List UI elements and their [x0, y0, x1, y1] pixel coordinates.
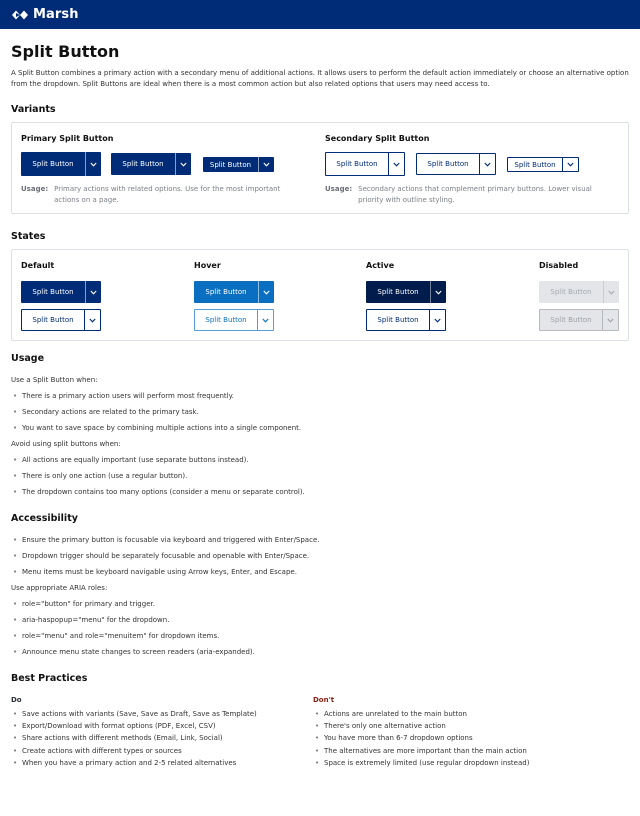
split-button-trigger[interactable] [84, 310, 100, 330]
split-button-trigger[interactable] [429, 310, 445, 330]
chevron-down-icon [393, 162, 400, 167]
dont-list [313, 710, 529, 771]
hover-primary-split-button [194, 281, 274, 303]
list-item: • Export/Download with format options (PDF, Excel, CSV) [11, 722, 257, 734]
primary-split-button-large [21, 152, 101, 176]
state-active-title: Active [366, 261, 395, 270]
default-primary-split-button [21, 281, 101, 303]
chevron-down-icon [435, 290, 442, 295]
secondary-split-button-small [507, 157, 579, 172]
disabled-secondary-split-button [539, 309, 619, 331]
split-button-main[interactable]: Split Button [22, 310, 84, 330]
accessibility-heading: Accessibility [11, 513, 78, 524]
split-button-trigger[interactable] [430, 281, 446, 303]
split-button-main[interactable]: Split Button [195, 310, 257, 330]
split-button-main[interactable]: Split Button [194, 281, 258, 303]
chevron-down-icon [607, 318, 614, 323]
do-list [11, 710, 257, 771]
disabled-primary-split-button [539, 281, 619, 303]
split-button-trigger [602, 310, 618, 330]
list-item: • There is only one action (use a regular button). [11, 472, 305, 488]
usage-list [11, 392, 301, 440]
list-item: • Menu items must be keyboard navigable using Arrow keys, Enter, and Escape. [11, 568, 319, 584]
hover-secondary-split-button [194, 309, 274, 331]
primary-variant-title: Primary Split Button [21, 134, 114, 143]
list-item: • Save actions with variants (Save, Save as Draft, Save as Template) [11, 710, 257, 722]
chevron-down-icon [90, 290, 97, 295]
split-button-main: Split Button [539, 281, 603, 303]
chevron-down-icon [180, 162, 187, 167]
split-button-trigger [603, 281, 619, 303]
chevron-down-icon [262, 318, 269, 323]
list-item: • Ensure the primary button is focusable via keyboard and triggered with Enter/Space. [11, 536, 319, 552]
usage-label: Usage: [21, 185, 49, 193]
split-button-main[interactable]: Split Button [111, 153, 175, 175]
split-button-main: Split Button [540, 310, 602, 330]
list-item: • Share actions with different methods (Email, Link, Social) [11, 734, 257, 746]
list-item: • You have more than 6-7 dropdown options [313, 734, 529, 746]
split-button-trigger[interactable] [479, 154, 495, 174]
chevron-down-icon [89, 318, 96, 323]
list-item: • Create actions with different types or sources [11, 747, 257, 759]
state-hover-title: Hover [194, 261, 221, 270]
split-button-trigger[interactable] [562, 158, 578, 171]
aria-list [11, 600, 255, 664]
list-item: • There's only one alternative action [313, 722, 529, 734]
split-button-main[interactable]: Split Button [326, 153, 388, 175]
secondary-usage-note [325, 184, 595, 206]
list-item: • There is a primary action users will perform most frequently. [11, 392, 301, 408]
list-item: • Dropdown trigger should be separately focusable and openable with Enter/Space. [11, 552, 319, 568]
avoid-intro: Avoid using split buttons when: [11, 440, 121, 448]
split-button-main[interactable]: Split Button [508, 158, 562, 171]
usage-text: Primary actions with related options. Use for the most important actions on a page. [54, 185, 281, 204]
do-label: Do [11, 696, 22, 704]
list-item: • You want to save space by combining multiple actions into a single component. [11, 424, 301, 440]
split-button-trigger[interactable] [257, 310, 273, 330]
list-item: • role="button" for primary and trigger. [11, 600, 255, 616]
aria-intro: Use appropriate ARIA roles: [11, 584, 108, 592]
page-intro: A Split Button combines a primary action with a secondary menu of additional actions. It allows users to perform the default action immediately or choose an alternative option from the dropdown. Split Buttons are ideal when there is a most common action but also related options that users may need access to. [11, 69, 629, 88]
marsh-logo-icon [11, 9, 29, 21]
brand-logo-link[interactable] [11, 7, 79, 22]
chevron-down-icon [90, 162, 97, 167]
variants-heading: Variants [11, 104, 56, 115]
chevron-down-icon [567, 162, 574, 167]
chevron-down-icon [263, 162, 270, 167]
split-button-trigger[interactable] [175, 153, 191, 175]
usage-intro: Use a Split Button when: [11, 376, 98, 384]
top-bar [0, 0, 640, 29]
list-item: • The dropdown contains too many options (consider a menu or separate control). [11, 488, 305, 504]
secondary-split-button-large [325, 152, 405, 176]
list-item: • Actions are unrelated to the main button [313, 710, 529, 722]
active-secondary-split-button [366, 309, 446, 331]
split-button-main[interactable]: Split Button [21, 281, 85, 303]
state-default-title: Default [21, 261, 55, 270]
list-item: • All actions are equally important (use separate buttons instead). [11, 456, 305, 472]
usage-heading: Usage [11, 353, 45, 364]
split-button-main[interactable]: Split Button [203, 157, 258, 172]
list-item: • Secondary actions are related to the primary task. [11, 408, 301, 424]
list-item: • aria-haspopup="menu" for the dropdown. [11, 616, 255, 632]
split-button-trigger[interactable] [85, 281, 101, 303]
states-heading: States [11, 231, 46, 242]
split-button-main[interactable]: Split Button [21, 152, 85, 176]
secondary-variant-title: Secondary Split Button [325, 134, 430, 143]
active-primary-split-button [366, 281, 446, 303]
brand-name: Marsh [33, 7, 79, 22]
split-button-trigger[interactable] [258, 157, 274, 172]
split-button-main[interactable]: Split Button [367, 310, 429, 330]
states-panel [11, 249, 629, 341]
split-button-trigger[interactable] [85, 152, 101, 176]
list-item: • Space is extremely limited (use regular dropdown instead) [313, 759, 529, 771]
dont-label: Don't [313, 696, 335, 704]
chevron-down-icon [434, 318, 441, 323]
list-item: • When you have a primary action and 2-5 related alternatives [11, 759, 257, 771]
primary-split-button-medium [111, 153, 191, 175]
state-disabled-title: Disabled [539, 261, 579, 270]
secondary-split-button-medium [416, 153, 496, 175]
default-secondary-split-button [21, 309, 101, 331]
page-title: Split Button [11, 42, 120, 61]
usage-label: Usage: [325, 185, 353, 193]
usage-text: Secondary actions that complement primary buttons. Lower visual priority with outline styling. [358, 185, 592, 204]
chevron-down-icon [608, 290, 615, 295]
split-button-main[interactable]: Split Button [417, 154, 479, 174]
accessibility-list [11, 536, 319, 584]
list-item: • Announce menu state changes to screen readers (aria-expanded). [11, 648, 255, 664]
split-button-trigger[interactable] [388, 153, 404, 175]
list-item: • The alternatives are more important than the main action [313, 747, 529, 759]
avoid-list [11, 456, 305, 504]
best-practices-heading: Best Practices [11, 673, 88, 684]
chevron-down-icon [263, 290, 270, 295]
primary-usage-note [21, 184, 281, 206]
chevron-down-icon [484, 162, 491, 167]
split-button-trigger[interactable] [258, 281, 274, 303]
variants-panel [11, 122, 629, 214]
list-item: • role="menu" and role="menuitem" for dropdown items. [11, 632, 255, 648]
split-button-main[interactable]: Split Button [366, 281, 430, 303]
primary-split-button-small [203, 157, 274, 172]
